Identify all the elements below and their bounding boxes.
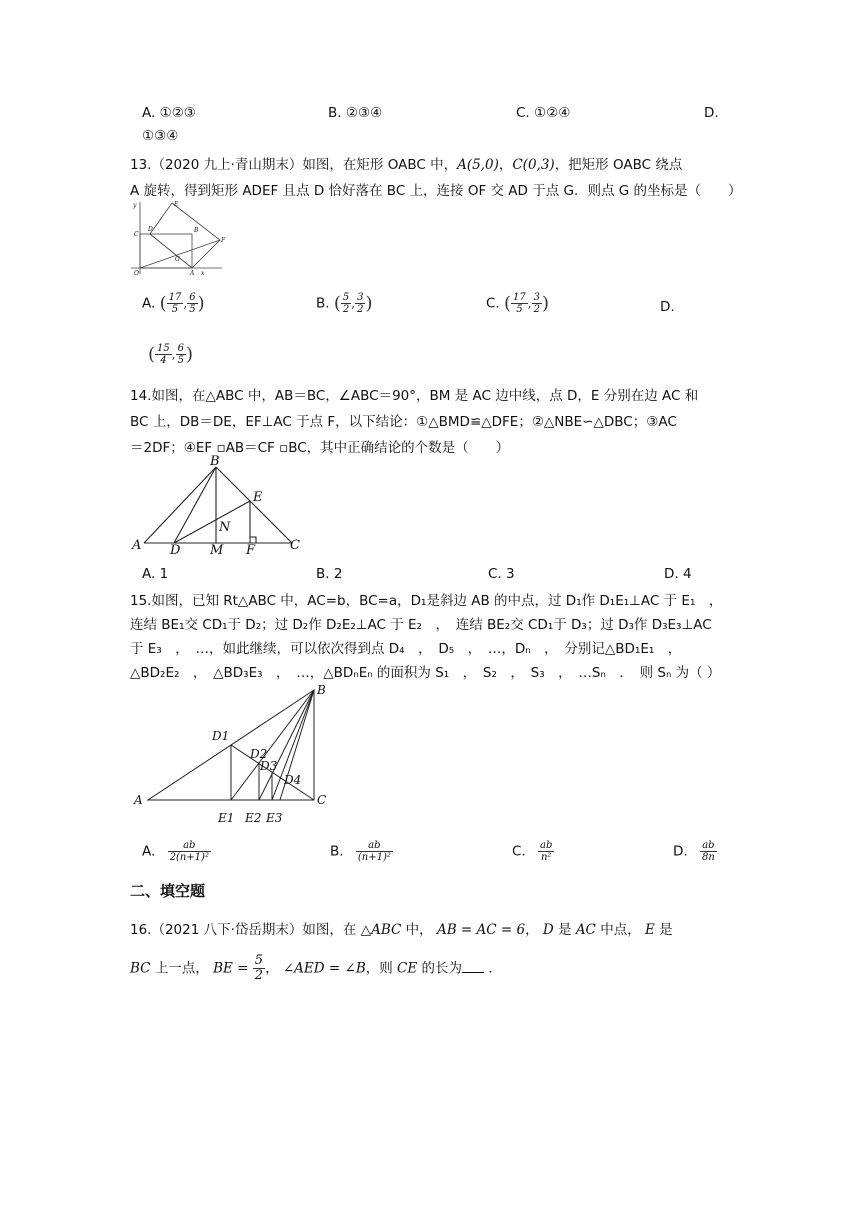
label-x: x (201, 270, 205, 277)
fraction (155, 343, 172, 366)
q13-text: ，把矩形 OABC 绕点 (554, 157, 683, 173)
triangle-abc: △ABC (360, 922, 402, 938)
fraction-be (253, 954, 265, 983)
q13-line1 (130, 153, 682, 173)
q14-line2: BC 上，DB＝DE，EF⊥AC 于点 F，以下结论：①△BMD≌△DFE；②△NBE∽△DBC；③AC (130, 414, 677, 430)
q16-text: 中点， (600, 922, 641, 938)
q13-option-b (316, 292, 373, 315)
option-label: D. (673, 843, 688, 860)
q16-text: ， (525, 922, 539, 938)
paren: ( (159, 293, 167, 314)
option-label: A. (142, 843, 156, 860)
denominator: 2 (254, 968, 264, 983)
label-b: B (194, 227, 199, 234)
numerator: 15 (157, 343, 170, 354)
segment-ad (150, 234, 192, 268)
label-e1: E1 (218, 811, 235, 825)
numerator: 17 (513, 292, 526, 303)
rectangle-oabc (140, 234, 192, 268)
q16-text: 是 (659, 922, 673, 938)
option-label: B. (316, 295, 330, 312)
denominator: 5 (177, 355, 184, 366)
q16-text: ，则 (365, 960, 393, 977)
q14-option-c: C. 3 (488, 566, 515, 582)
label-c: C (290, 538, 300, 553)
denominator: 8n (701, 852, 715, 863)
comma: , (183, 296, 188, 311)
q15-figure (128, 682, 338, 828)
paren: ( (333, 293, 341, 314)
label-o: O (134, 270, 139, 277)
fraction (168, 840, 211, 863)
numerator: 6 (189, 292, 196, 303)
numerator: 5 (342, 292, 350, 303)
paren: ( (148, 344, 156, 365)
q16-line1 (130, 918, 673, 938)
comma: , (171, 347, 176, 362)
q13-option-d-label: D. (660, 299, 675, 315)
label-a: A (190, 270, 195, 277)
numerator: ab (356, 840, 393, 852)
paren: ) (197, 293, 205, 314)
q13-option-c (486, 292, 549, 315)
point-d: D (542, 922, 554, 938)
q13-text: 13.（2020 九上·青山期末）如图，在矩形 OABC 中， (130, 157, 458, 173)
fraction (538, 840, 554, 863)
q16-text: 中， (405, 922, 433, 938)
label-b: B (317, 683, 326, 697)
label-e3: E3 (266, 811, 283, 825)
numerator: ab (700, 840, 717, 852)
q15-line1: 15.如图，已知 Rt△ABC 中，AC=b，BC=a，D₁是斜边 AB 的中点，过 D₁作 D₁E₁⊥AC 于 E₁ ， (130, 593, 723, 609)
segment-of (140, 240, 220, 268)
option-label: B. (330, 843, 344, 860)
label-d2: D2 (250, 747, 268, 761)
numerator: 3 (357, 292, 364, 303)
denominator: 2 (342, 304, 350, 315)
denominator: 2 (357, 304, 364, 315)
q12-option-c (516, 105, 570, 121)
numerator: 6 (177, 343, 184, 354)
q12-option-d-label: D. (704, 105, 719, 121)
fraction (511, 292, 528, 315)
label-d4: D4 (284, 773, 302, 787)
q15-option-d (673, 840, 717, 863)
label-c: C (134, 231, 139, 238)
option-text: ②③④ (345, 105, 383, 121)
label-d3: D3 (260, 759, 278, 773)
fraction (532, 292, 542, 315)
q16-text: ． (488, 960, 502, 977)
q12-option-a (142, 105, 196, 121)
option-text: ①②③ (159, 105, 196, 121)
q15-line3: 于 E₃ ， …，如此继续，可以依次得到点 D₄ ， D₅ ， …，Dₙ ， 分别记△BD₁E₁ ， (130, 641, 682, 657)
q15-line4: △BD₂E₂ ， △BD₃E₃ ， …，△BDₙEₙ 的面积为 S₁ ， S₂ ， S₃ ， …Sₙ ． 则 Sₙ 为（ ） (130, 665, 721, 681)
fraction (187, 292, 197, 315)
denominator: (n+1)² (357, 852, 391, 863)
fraction (355, 292, 365, 315)
segment-ac: AC (575, 922, 596, 938)
point-a: A(5,0) (457, 157, 499, 173)
comma: , (527, 296, 532, 311)
point-e: E (645, 922, 655, 938)
fraction (700, 840, 717, 863)
label-b: B (210, 455, 220, 469)
label-a: A (132, 538, 142, 553)
equation-ab-ac: AB = AC = 6 (436, 922, 526, 938)
segment-ce: CE (397, 960, 418, 977)
denominator: 5 (171, 304, 179, 315)
q14-option-d: D. 4 (664, 566, 692, 582)
comma: , (351, 296, 356, 311)
label-f: F (221, 237, 226, 244)
option-label: A. (142, 105, 156, 121)
numerator: 5 (254, 953, 264, 968)
q13-option-d (148, 343, 193, 366)
label-n: N (219, 520, 231, 535)
q15-option-c (512, 840, 554, 863)
q16-text: 上一点， (154, 960, 209, 977)
option-label: C. (512, 843, 526, 860)
denominator: n² (540, 852, 552, 863)
q14-figure (128, 455, 308, 555)
numerator: ab (168, 840, 211, 852)
denominator: 2 (533, 304, 540, 315)
option-label: C. (516, 105, 530, 121)
option-label: B. (328, 105, 342, 121)
denominator: 4 (160, 355, 167, 366)
label-d: D (170, 543, 181, 555)
point-c: C(0,3) (512, 157, 555, 173)
segment-bc: BC (130, 960, 151, 977)
label-d: D (148, 226, 153, 233)
q16-text: 16.（2021 八下·岱岳期末）如图，在 (130, 922, 357, 938)
label-e2: E2 (245, 811, 262, 825)
q12-option-b (328, 105, 382, 121)
paren: ) (185, 344, 193, 365)
q14-line1: 14.如图，在△ABC 中，AB＝BC，∠ABC＝90°，BM 是 AC 边中线，点 D，E 分别在边 AC 和 (130, 388, 699, 404)
q16-text: 是 (558, 922, 572, 938)
q16-line2 (130, 954, 502, 983)
label-d1: D1 (212, 729, 230, 743)
q14-option-a: A. 1 (142, 566, 169, 582)
separator: ， (498, 157, 513, 173)
q15-option-b (330, 840, 393, 863)
label-c: C (317, 793, 327, 807)
label-g: G (175, 256, 180, 263)
fraction (356, 840, 393, 863)
paren: ) (365, 293, 373, 314)
section-title: 二、填空题 (130, 882, 206, 900)
be-label: BE = (213, 960, 249, 977)
q16-text: ， (265, 960, 279, 977)
option-label: C. (486, 295, 500, 312)
q16-text: 的长为 (421, 960, 463, 977)
q13-option-a (142, 292, 205, 315)
q15-option-a (142, 840, 211, 863)
q13-line2: A 旋转，得到矩形 ADEF 且点 D 恰好落在 BC 上，连接 OF 交 AD 于点 G．则点 G 的坐标是（ ） (130, 183, 742, 199)
label-f: F (246, 543, 256, 555)
fraction (176, 343, 186, 366)
fraction (167, 292, 184, 315)
answer-blank[interactable] (462, 972, 484, 973)
numerator: ab (540, 840, 553, 851)
q15-line2: 连结 BE₁交 CD₁于 D₂；过 D₂作 D₂E₂⊥AC 于 E₂ ， 连结 BE₂交 CD₁于 D₃；过 D₃作 D₃E₃⊥AC (130, 617, 712, 633)
numerator: 17 (168, 292, 182, 303)
label-y: y (133, 202, 137, 209)
fraction (341, 292, 351, 315)
label-e: E (253, 490, 263, 505)
q14-option-b: B. 2 (316, 566, 343, 582)
denominator: 5 (189, 304, 196, 315)
label-m: M (210, 543, 224, 555)
q14-line3: ＝2DF；④EF ▫AB＝CF ▫BC，其中正确结论的个数是（ ） (130, 440, 510, 456)
angle-equation: ∠AED = ∠B (282, 960, 366, 977)
paren: ) (541, 293, 550, 314)
q13-figure (126, 198, 226, 278)
q12-option-d-text: ①③④ (142, 128, 179, 144)
numerator: 3 (533, 292, 540, 303)
paren: ( (504, 293, 512, 314)
option-label: A. (142, 295, 156, 312)
option-text: ①②④ (534, 105, 571, 121)
label-a: A (134, 793, 143, 807)
denominator: 2(n+1)² (169, 852, 209, 863)
denominator: 5 (516, 304, 523, 315)
rectangle-adef (150, 203, 220, 268)
label-e: E (174, 201, 179, 208)
